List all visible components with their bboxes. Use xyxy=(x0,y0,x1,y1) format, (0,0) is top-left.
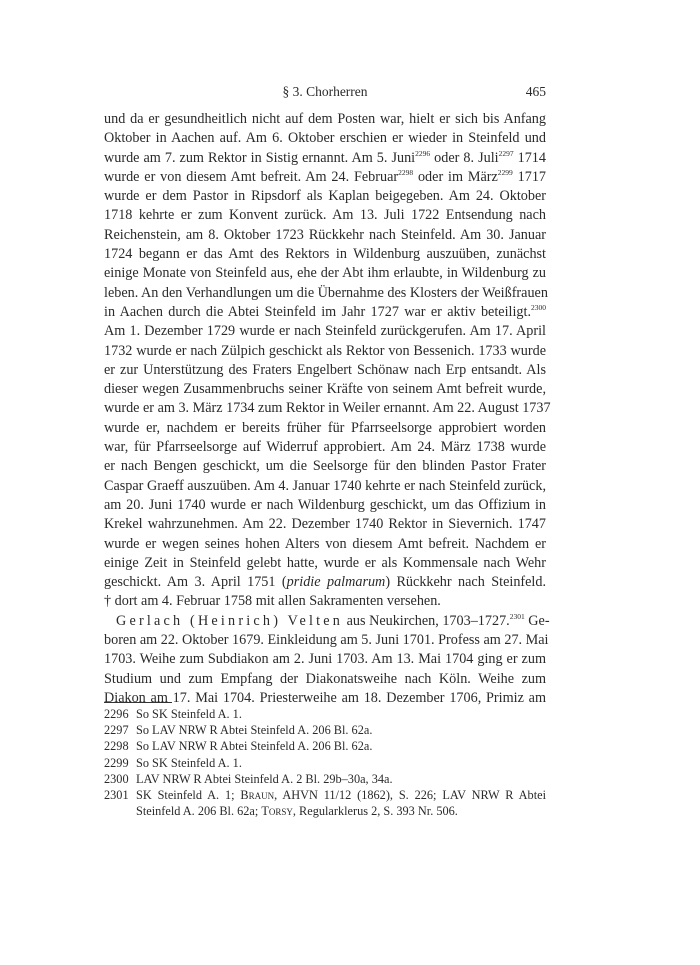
author-name: Torsy xyxy=(261,804,293,819)
text-line xyxy=(104,477,546,496)
text-run: Diakon am 17. Mai 1704. Priesterweihe am 18. Dezember 1706, Primiz am xyxy=(104,689,546,706)
text-run: boren am 22. Oktober 1679. Einkleidung am 5. Juni 1701. Profess am 27. Mai xyxy=(104,632,549,649)
text-run: dieser wegen Zusammenbruchs seiner Kräfte von seinem Amt befreit wurde, xyxy=(104,381,546,398)
text-line xyxy=(104,303,546,322)
text-line xyxy=(104,457,546,476)
text-line xyxy=(104,168,546,187)
text-run: einige Zeit in Steinfeld gelebt hatte, wurde er als Kommensale nach Wehr xyxy=(104,554,546,571)
text-line xyxy=(104,670,546,689)
text-run: 1703. Weihe zum Subdiakon am 2. Juni 1703. Am 13. Mai 1704 ging er zum xyxy=(104,651,546,668)
footnote-number: 2298 xyxy=(104,739,129,754)
text-run: 1732 wurde er nach Zülpich geschickt als Rektor von Bessenich. 1733 wurde xyxy=(104,342,546,359)
footnote-reference[interactable]: 2298 xyxy=(398,167,414,177)
text-line xyxy=(104,592,546,611)
text-line xyxy=(104,380,546,399)
text-run: wurde er, nachdem er bereits früher für Pfarrseelsorge approbiert worden xyxy=(104,419,546,436)
text-run: Oktober in Aachen auf. Am 6. Oktober erschien er wieder in Steinfeld und xyxy=(104,130,546,147)
text-line xyxy=(104,515,546,534)
text-run: in Aachen durch die Abtei Steinfeld im Jahr 1727 war er aktiv beteiligt. xyxy=(104,303,531,320)
text-line xyxy=(104,206,546,225)
footnote-number: 2297 xyxy=(104,723,129,738)
text-run: ) Rückkehr nach Steinfeld. xyxy=(385,574,547,591)
text-run: , Regularklerus 2, S. 393 Nr. 506. xyxy=(292,804,458,819)
text-line xyxy=(104,438,546,457)
text-line xyxy=(104,129,546,148)
footnote xyxy=(104,771,546,787)
text-run: Caspar Graeff auszuüben. Am 4. Januar 1740 kehrte er nach Steinfeld zurück, xyxy=(104,477,546,494)
text-line xyxy=(104,399,551,418)
text-line xyxy=(104,573,546,592)
text-line xyxy=(104,535,546,554)
text-run: wurde er am 3. März 1734 zum Rektor in Weiler ernannt. Am 22. August 1737 xyxy=(104,400,551,417)
text-run: Reichenstein, am 8. Oktober 1723 Rückkehr nach Steinfeld. Am 30. Januar xyxy=(104,226,546,243)
footnote-separator xyxy=(104,702,172,703)
text-run: 1717 xyxy=(512,168,547,185)
text-run: einige Monate von Steinfeld aus, ehe der Abt ihm erlaubte, in Wildenburg zu xyxy=(104,265,546,282)
text-run: oder 8. Juli xyxy=(430,149,499,166)
footnote-reference[interactable]: 2297 xyxy=(498,148,514,158)
footnote xyxy=(104,787,546,819)
text-run: 1714 xyxy=(513,149,546,166)
footnote-line xyxy=(136,803,546,819)
footnote-reference[interactable]: 2300 xyxy=(531,302,546,312)
text-run: am 20. Juni 1740 wurde er nach Wildenburg geschickt, um das Offizium in xyxy=(104,496,546,513)
text-run: Studium und zum Empfang der Diakonatsweihe nach Köln. Weihe zum xyxy=(104,670,546,687)
footnote xyxy=(104,722,546,738)
text-line xyxy=(104,149,546,168)
footnote-line xyxy=(136,706,546,722)
text-line xyxy=(104,245,546,264)
text-run: Krekel wahrzunehmen. Am 22. Dezember 1740 Rektor in Sievernich. 1747 xyxy=(104,516,546,533)
page-number: 465 xyxy=(525,84,546,99)
text-run: und da er gesundheitlich nicht auf dem Posten war, hielt er sich bis Anfang xyxy=(104,111,546,127)
footnote-line xyxy=(136,755,546,771)
running-header xyxy=(104,84,546,104)
text-run: So LAV NRW R Abtei Steinfeld A. 206 Bl. 62a. xyxy=(136,723,373,738)
text-run: So SK Steinfeld A. 1. xyxy=(136,755,242,770)
footnote xyxy=(104,755,546,771)
text-line xyxy=(104,419,546,438)
text-run: Steinfeld A. 206 Bl. 62a; xyxy=(136,804,262,819)
text-line xyxy=(104,187,546,206)
footnote-line xyxy=(136,787,546,803)
italic-text: pridie palmarum xyxy=(286,574,386,591)
footnote-reference[interactable]: 2301 xyxy=(509,611,525,621)
text-line xyxy=(104,631,549,650)
footnote-text xyxy=(136,722,546,738)
text-run: wurde am 7. zum Rektor in Sistig ernannt. Am 5. Juni xyxy=(104,149,416,166)
text-run: 1724 begann er das Amt des Rektors in Wildenburg auszuüben, zunächst xyxy=(104,246,546,263)
text-run: † dort am 4. Februar 1758 mit allen Sakramenten versehen. xyxy=(104,593,441,610)
text-run: So LAV NRW R Abtei Steinfeld A. 206 Bl. 62a. xyxy=(136,739,373,754)
text-run: 1718 kehrte er zum Konvent zurück. Am 13. Juli 1722 Entsendung nach xyxy=(104,207,546,224)
footnote xyxy=(104,706,546,722)
text-run: , AHVN 11/12 (1862), S. 226; LAV NRW R Abtei xyxy=(274,788,546,803)
text-run: aus Neukirchen, 1703–1727. xyxy=(343,612,510,629)
text-run: wurde er dem Pastor in Ripsdorf als Kaplan beigegeben. Am 24. Oktober xyxy=(104,188,546,205)
footnote-text xyxy=(136,738,546,754)
text-line xyxy=(104,496,546,515)
footnote-text xyxy=(136,706,546,722)
text-run: Am 1. Dezember 1729 wurde er nach Steinfeld zurückgerufen. Am 17. April xyxy=(104,323,546,340)
footnote xyxy=(104,738,546,754)
footnote-number: 2300 xyxy=(104,771,129,786)
footnote-text xyxy=(136,755,546,771)
text-line xyxy=(104,342,546,361)
text-line xyxy=(104,110,546,129)
footnote-number: 2301 xyxy=(104,788,129,803)
author-name: Braun xyxy=(240,788,275,803)
text-line xyxy=(104,650,546,669)
footnote-reference[interactable]: 2299 xyxy=(497,167,513,177)
text-line xyxy=(104,554,546,573)
text-run: wurde er von diesem Amt befreit. Am 24. Februar xyxy=(104,168,399,185)
footnote-line xyxy=(136,771,546,787)
main-text xyxy=(104,110,551,708)
text-run: wurde er wegen seines hohen Alters von diesem Amt befreit. Nachdem er xyxy=(104,535,546,552)
text-line xyxy=(104,284,546,303)
text-run: er zur Unterstützung des Fraters Engelbert Schönaw nach Erp entsandt. Als xyxy=(104,361,546,378)
person-name: Gerlach (Heinrich) Velten xyxy=(116,612,344,629)
text-run: LAV NRW R Abtei Steinfeld A. 2 Bl. 29b–30a, 34a. xyxy=(136,771,393,786)
text-line xyxy=(104,611,550,631)
text-line xyxy=(104,322,546,341)
footnote-number: 2299 xyxy=(104,755,129,770)
text-run: Ge- xyxy=(524,612,550,629)
footnote-line xyxy=(136,738,546,754)
text-run: er nach Bengen geschickt, um die Seelsorge für den blinden Pastor Frater xyxy=(104,458,546,475)
text-line xyxy=(104,226,546,245)
footnotes xyxy=(104,706,546,819)
footnote-reference[interactable]: 2296 xyxy=(415,148,431,158)
text-line xyxy=(104,264,546,283)
footnote-line xyxy=(136,722,546,738)
text-run: So SK Steinfeld A. 1. xyxy=(136,707,242,721)
text-run: oder im März xyxy=(413,168,498,185)
text-line xyxy=(104,361,546,380)
text-run: SK Steinfeld A. 1; xyxy=(136,788,241,803)
footnote-text xyxy=(136,771,546,787)
text-run: leben. An den Verhandlungen um die Übernahme des Klosters der Weißfrauen xyxy=(104,284,548,301)
footnote-number: 2296 xyxy=(104,707,129,721)
text-run: war, für Pfarrseelsorge auf Widerruf approbiert. Am 24. März 1738 wurde xyxy=(104,439,546,456)
footnote-text xyxy=(136,787,546,819)
section-title: § 3. Chorherren xyxy=(282,84,368,99)
text-run: geschickt. Am 3. April 1751 ( xyxy=(104,574,287,591)
